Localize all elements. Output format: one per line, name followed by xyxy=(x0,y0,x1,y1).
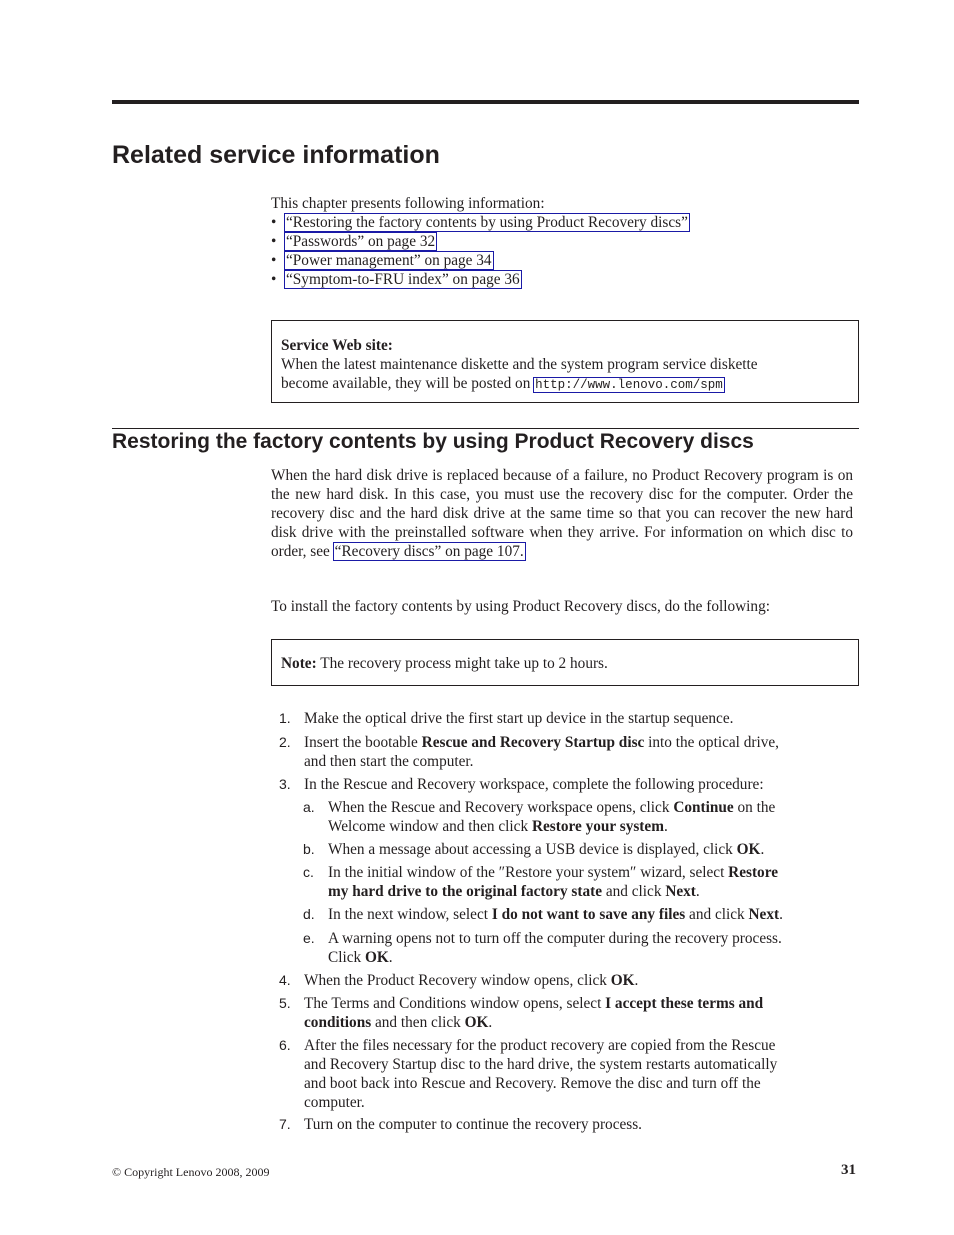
section-paragraph-1 xyxy=(271,466,853,561)
substep-letter: e. xyxy=(303,930,315,946)
step-line: computer. xyxy=(304,1094,365,1111)
text-run: . xyxy=(634,972,639,989)
service-box-content xyxy=(281,336,841,395)
note-text: The recovery process might take up to 2 hours. xyxy=(320,655,608,672)
link-recovery-discs[interactable]: “Recovery discs” on page 107. xyxy=(334,543,524,560)
list-item xyxy=(271,213,689,232)
text-run: . xyxy=(760,841,765,858)
section-title: Restoring the factory contents by using Product Recovery discs xyxy=(112,430,754,453)
chapter-intro xyxy=(271,194,689,289)
note-content xyxy=(281,654,608,673)
step-number: 1. xyxy=(279,710,291,726)
bold-run: Continue xyxy=(673,799,734,816)
service-box-line2-text: become available, they will be posted on xyxy=(281,375,531,392)
bullet: • xyxy=(271,271,277,288)
service-box-line2 xyxy=(281,374,841,395)
step-line xyxy=(304,1013,763,1032)
service-web-site-box xyxy=(271,320,859,403)
substep-text xyxy=(328,905,783,924)
list-item xyxy=(271,270,689,289)
list-item xyxy=(271,251,689,270)
section-paragraph-2: To install the factory contents by using Product Recovery discs, do the following: xyxy=(271,598,770,615)
list-item xyxy=(271,232,689,251)
step-line xyxy=(328,863,778,882)
service-box-heading: Service Web site: xyxy=(281,337,393,354)
link-passwords[interactable]: “Passwords” on page 32 xyxy=(286,233,436,250)
bold-run: Rescue and Recovery Startup disc xyxy=(421,734,645,751)
link-restoring-factory-contents[interactable]: “Restoring the factory contents by using Product Recovery discs” xyxy=(286,214,688,231)
note-label: Note: xyxy=(281,655,317,672)
substep-letter: b. xyxy=(303,841,315,857)
step-text: Make the optical drive the first start up device in the startup sequence. xyxy=(304,710,734,727)
bold-run: Restore xyxy=(728,864,779,881)
step-text: Turn on the computer to continue the recovery process. xyxy=(304,1116,643,1133)
paragraph-1-text: When the hard disk drive is replaced because of a failure, no Product Recovery program is on the new hard disk. In this case, you must use the recovery disc for the computer. Order the recovery disc and the hard disk drive at the same time so that you can recover the new hard disk drive with the preinstalled software when they arrive. For information on which disc to order, see xyxy=(271,467,853,560)
bold-run: OK xyxy=(610,972,635,989)
footer-copyright: © Copyright Lenovo 2008, 2009 xyxy=(112,1165,270,1179)
text-run: . xyxy=(695,883,700,900)
step-line: and then start the computer. xyxy=(304,753,474,770)
text-run: When the Product Recovery window opens, click xyxy=(304,972,611,989)
step-number: 2. xyxy=(279,734,291,750)
section-rule xyxy=(112,428,859,429)
bullet: • xyxy=(271,233,277,250)
link-list xyxy=(271,213,689,289)
note-box xyxy=(271,639,859,686)
bold-run: OK xyxy=(464,1014,489,1031)
text-run: Click xyxy=(328,949,365,966)
step-number: 7. xyxy=(279,1116,291,1132)
lenovo-spm-url-link[interactable]: http://www.lenovo.com/spm xyxy=(535,378,723,392)
text-run: The Terms and Conditions window opens, select xyxy=(304,995,606,1012)
service-box-line1: When the latest maintenance diskette and the system program service diskette xyxy=(281,356,758,373)
footer-page-number: 31 xyxy=(841,1162,856,1178)
step-line xyxy=(304,733,779,752)
text-run: When a message about accessing a USB device is displayed, click xyxy=(328,841,737,858)
bold-run: Next xyxy=(748,906,780,923)
step-number: 5. xyxy=(279,995,291,1011)
link-power-management[interactable]: “Power management” on page 34 xyxy=(286,252,492,269)
substep-text xyxy=(328,929,782,967)
text-run: on the xyxy=(733,799,776,816)
text-run: When the Rescue and Recovery workspace opens, click xyxy=(328,799,674,816)
text-run: and then click xyxy=(371,1014,465,1031)
intro-text: This chapter presents following information: xyxy=(271,195,545,212)
text-run: Insert the bootable xyxy=(304,734,422,751)
link-symptom-to-fru-index[interactable]: “Symptom-to-FRU index” on page 36 xyxy=(286,271,520,288)
text-run: In the next window, select xyxy=(328,906,492,923)
bold-run: I do not want to save any files xyxy=(491,906,686,923)
step-line: After the files necessary for the product recovery are copied from the Rescue xyxy=(304,1037,776,1054)
step-text xyxy=(304,1036,777,1112)
bold-run: I accept these terms and xyxy=(605,995,764,1012)
text-run: . xyxy=(663,818,668,835)
step-line xyxy=(328,882,778,901)
step-line xyxy=(328,817,775,836)
step-number: 4. xyxy=(279,972,291,988)
bold-run: Next xyxy=(665,883,696,900)
step-line: and Recovery Startup disc to the hard drive, the system restarts automatically xyxy=(304,1056,778,1073)
text-run: and click xyxy=(602,883,666,900)
substep-text xyxy=(328,798,775,836)
text-run: and click xyxy=(685,906,749,923)
bold-run: Restore your system xyxy=(531,818,664,835)
step-number: 6. xyxy=(279,1037,291,1053)
bullet: • xyxy=(271,252,277,269)
step-text xyxy=(304,971,638,990)
bold-run: OK xyxy=(736,841,761,858)
substep-letter: a. xyxy=(303,799,315,815)
substep-text xyxy=(328,840,764,859)
bullet: • xyxy=(271,214,277,231)
step-line xyxy=(304,994,763,1013)
text-run: . xyxy=(388,949,393,966)
text-run: . xyxy=(779,906,783,923)
step-line: and boot back into Rescue and Recovery. Remove the disc and turn off the xyxy=(304,1075,761,1092)
text-run: Welcome window and then click xyxy=(328,818,532,835)
substep-letter: c. xyxy=(303,864,314,880)
step-text xyxy=(304,994,763,1032)
bold-run: my hard drive to the original factory state xyxy=(328,883,603,900)
substep-text xyxy=(328,863,778,901)
text-run: into the optical drive, xyxy=(644,734,779,751)
top-rule xyxy=(112,100,859,104)
step-line xyxy=(328,948,782,967)
text-run: . xyxy=(488,1014,493,1031)
substep-letter: d. xyxy=(303,906,315,922)
step-text: In the Rescue and Recovery workspace, complete the following procedure: xyxy=(304,776,764,793)
bold-run: conditions xyxy=(304,1014,372,1031)
chapter-title: Related service information xyxy=(112,141,440,169)
step-text xyxy=(304,733,779,771)
step-line: A warning opens not to turn off the computer during the recovery process. xyxy=(328,930,782,947)
step-number: 3. xyxy=(279,776,291,792)
text-run: In the initial window of the ″Restore your system″ wizard, select xyxy=(328,864,729,881)
step-line xyxy=(328,798,775,817)
bold-run: OK xyxy=(364,949,389,966)
